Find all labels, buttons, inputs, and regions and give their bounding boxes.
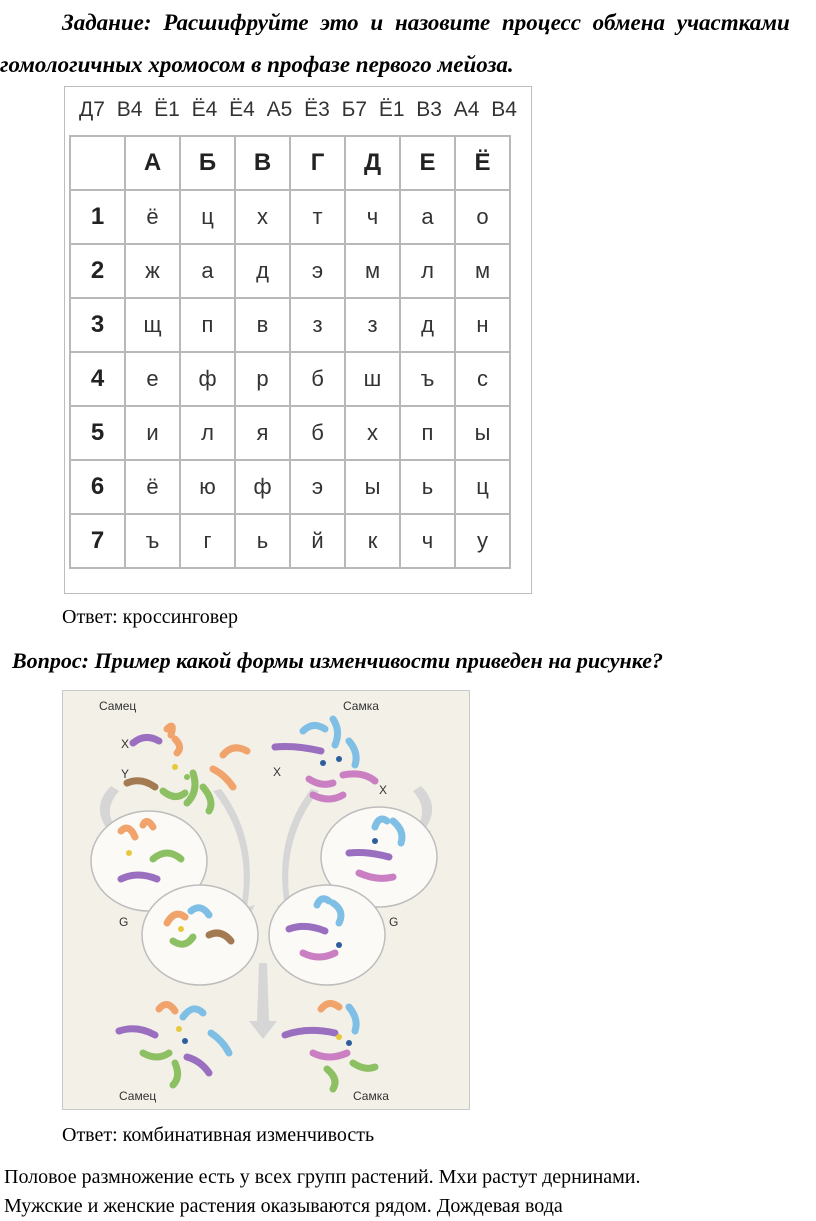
table-cell: а	[400, 190, 455, 244]
table-cell: ь	[400, 460, 455, 514]
label-y-male: Y	[121, 767, 130, 781]
table-cell: л	[400, 244, 455, 298]
table-cell: й	[290, 514, 345, 568]
label-x-female-right: X	[379, 783, 388, 797]
column-header: Е	[400, 136, 455, 190]
table-cell: ф	[180, 352, 235, 406]
table-cell: ф	[235, 460, 290, 514]
table-row	[70, 514, 510, 568]
column-header: А	[125, 136, 180, 190]
answer-2: Ответ: комбинативная изменчивость	[62, 1124, 375, 1146]
table-cell: д	[400, 298, 455, 352]
table-cell: м	[455, 244, 510, 298]
table-cell: з	[290, 298, 345, 352]
label-g-left: G	[119, 915, 129, 929]
table-cell: ь	[235, 514, 290, 568]
table-cell: ы	[345, 460, 400, 514]
table-cell: ш	[345, 352, 400, 406]
table-cell: п	[180, 298, 235, 352]
row-header: 1	[70, 190, 125, 244]
table-cell: у	[455, 514, 510, 568]
code-item: Ё1	[378, 98, 405, 121]
code-item: Ё1	[154, 98, 180, 121]
table-cell: т	[290, 190, 345, 244]
table-cell: щ	[125, 298, 180, 352]
code-item: Ё4	[229, 98, 255, 121]
label-female-bottom: Самка	[353, 1089, 389, 1103]
code-item: Д7	[79, 98, 105, 121]
chromosome-illustration	[63, 691, 469, 1109]
table-row	[70, 244, 510, 298]
column-header: Б	[180, 136, 235, 190]
arrow-down	[249, 963, 277, 1039]
row-header: 5	[70, 406, 125, 460]
table-cell: ъ	[125, 514, 180, 568]
table-cell: э	[290, 460, 345, 514]
paragraph-line-2: Мужские и женские растения оказываются рядом. Дождевая вода	[4, 1195, 563, 1217]
column-header: В	[235, 136, 290, 190]
corner-cell	[70, 136, 125, 190]
task-line-2: гомологичных хромосом в профазе первого мейоза.	[0, 52, 514, 77]
table-cell: б	[290, 352, 345, 406]
paragraph-line-1: Половое размножение есть у всех групп растений. Мхи растут дернинами.	[4, 1166, 641, 1188]
column-header: Д	[345, 136, 400, 190]
table-cell: ъ	[400, 352, 455, 406]
table-cell: м	[345, 244, 400, 298]
table-cell: в	[235, 298, 290, 352]
code-item: В4	[116, 98, 143, 121]
table-cell: л	[180, 406, 235, 460]
question-heading: Вопрос: Пример какой формы изменчивости приведен на рисунке?	[12, 648, 664, 673]
code-item: В4	[491, 98, 517, 121]
table-cell: с	[455, 352, 510, 406]
table-cell: э	[290, 244, 345, 298]
table-cell: ч	[345, 190, 400, 244]
table-cell: ё	[125, 460, 180, 514]
label-male-top: Самец	[99, 699, 137, 713]
row-header: 2	[70, 244, 125, 298]
label-x-female-left: X	[273, 765, 282, 779]
label-female-top: Самка	[343, 699, 379, 713]
variation-figure	[62, 690, 470, 1110]
table-cell: п	[400, 406, 455, 460]
cipher-table	[69, 135, 511, 569]
row-header: 3	[70, 298, 125, 352]
code-item: А5	[266, 98, 293, 121]
table-cell: ы	[455, 406, 510, 460]
label-male-bottom: Самец	[119, 1089, 157, 1103]
circle-zygote-left	[142, 885, 258, 985]
code-item: А4	[453, 98, 480, 121]
code-item: Ё3	[304, 98, 330, 121]
table-cell: х	[235, 190, 290, 244]
table-cell: р	[235, 352, 290, 406]
code-item: Ё4	[191, 98, 218, 121]
answer-1: Ответ: кроссинговер	[62, 606, 238, 628]
table-cell: к	[345, 514, 400, 568]
table-cell: я	[235, 406, 290, 460]
table-cell: х	[345, 406, 400, 460]
label-x-male: X	[121, 737, 130, 751]
column-header: Г	[290, 136, 345, 190]
table-cell: ч	[400, 514, 455, 568]
table-cell: з	[345, 298, 400, 352]
table-cell: б	[290, 406, 345, 460]
table-cell: г	[180, 514, 235, 568]
table-cell: о	[455, 190, 510, 244]
table-row	[70, 190, 510, 244]
table-cell: ж	[125, 244, 180, 298]
table-cell: ц	[455, 460, 510, 514]
code-item: В3	[416, 98, 442, 121]
label-g-right: G	[389, 915, 399, 929]
table-row	[70, 298, 510, 352]
cipher-code	[69, 91, 527, 129]
table-cell: е	[125, 352, 180, 406]
chr-purple	[133, 737, 159, 743]
table-cell: д	[235, 244, 290, 298]
table-cell: ё	[125, 190, 180, 244]
table-row	[70, 460, 510, 514]
column-header: Ё	[455, 136, 510, 190]
row-header: 4	[70, 352, 125, 406]
task-line-1: Задание: Расшифруйте это и назовите процесс обмена участками	[62, 10, 790, 35]
task-heading	[0, 2, 816, 86]
paragraph	[4, 1163, 812, 1221]
table-cell: а	[180, 244, 235, 298]
row-header: 6	[70, 460, 125, 514]
table-row	[70, 352, 510, 406]
table-cell: ю	[180, 460, 235, 514]
cipher-figure	[64, 86, 532, 594]
chr-orange	[167, 726, 172, 735]
row-header: 7	[70, 514, 125, 568]
table-cell: ц	[180, 190, 235, 244]
table-row	[70, 406, 510, 460]
table-cell: и	[125, 406, 180, 460]
table-header-row	[70, 136, 510, 190]
table-cell: н	[455, 298, 510, 352]
code-item: Б7	[341, 98, 368, 121]
